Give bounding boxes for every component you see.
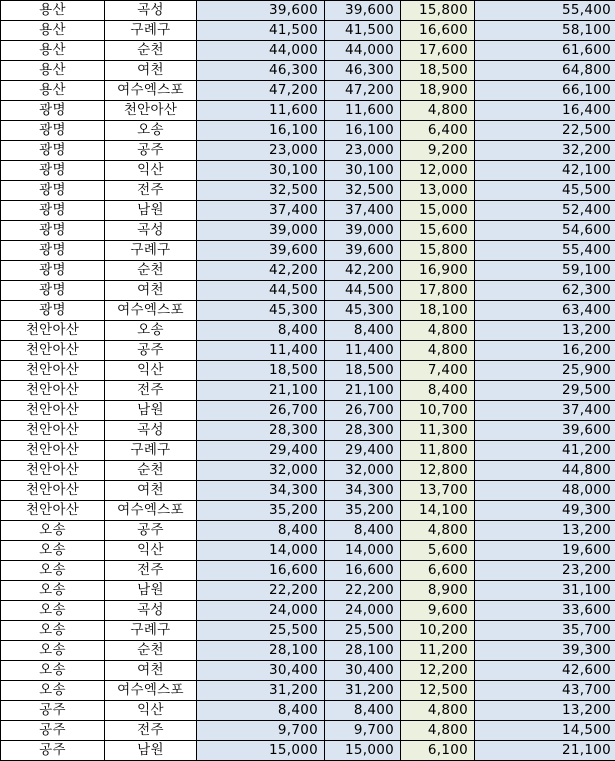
fare-cell-3[interactable]: 7,400 [401,361,475,381]
departure-cell[interactable]: 오송 [1,661,105,681]
fare-cell[interactable]: 16,100 [197,121,325,141]
departure-cell[interactable]: 광명 [1,201,105,221]
departure-cell[interactable]: 광명 [1,221,105,241]
fare-cell-2[interactable]: 45,300 [325,301,401,321]
arrival-cell[interactable]: 전주 [105,561,197,581]
arrival-cell[interactable]: 구례구 [105,621,197,641]
total-fare-cell[interactable]: 48,000 [475,481,615,501]
fare-cell[interactable]: 23,000 [197,141,325,161]
total-fare-cell[interactable]: 41,200 [475,441,615,461]
fare-cell-3[interactable]: 6,600 [401,561,475,581]
departure-cell[interactable]: 천안아산 [1,461,105,481]
fare-cell-2[interactable]: 32,500 [325,181,401,201]
fare-cell-3[interactable]: 6,100 [401,741,475,761]
departure-cell[interactable]: 광명 [1,141,105,161]
arrival-cell[interactable]: 곡성 [105,1,197,21]
arrival-cell[interactable]: 남원 [105,201,197,221]
total-fare-cell[interactable]: 43,700 [475,681,615,701]
fare-cell[interactable]: 18,500 [197,361,325,381]
fare-cell-2[interactable]: 26,700 [325,401,401,421]
total-fare-cell[interactable]: 55,400 [475,241,615,261]
departure-cell[interactable]: 천안아산 [1,441,105,461]
fare-cell[interactable]: 11,600 [197,101,325,121]
fare-cell[interactable]: 30,400 [197,661,325,681]
table-row [1,641,615,661]
fare-cell-2[interactable]: 9,700 [325,721,401,741]
fare-cell-3[interactable]: 14,100 [401,501,475,521]
departure-cell[interactable]: 오송 [1,521,105,541]
fare-cell-2[interactable]: 34,300 [325,481,401,501]
total-fare-cell[interactable]: 33,600 [475,601,615,621]
total-fare-cell[interactable]: 35,700 [475,621,615,641]
arrival-cell[interactable]: 남원 [105,741,197,761]
arrival-cell[interactable]: 익산 [105,161,197,181]
fare-cell[interactable]: 45,300 [197,301,325,321]
arrival-cell[interactable]: 구례구 [105,21,197,41]
fare-cell[interactable]: 39,000 [197,221,325,241]
arrival-cell[interactable]: 남원 [105,401,197,421]
arrival-cell[interactable]: 익산 [105,701,197,721]
fare-cell[interactable]: 35,200 [197,501,325,521]
departure-cell[interactable]: 오송 [1,641,105,661]
departure-cell[interactable]: 용산 [1,41,105,61]
fare-cell[interactable]: 14,000 [197,541,325,561]
departure-cell[interactable]: 광명 [1,261,105,281]
arrival-cell[interactable]: 여천 [105,281,197,301]
arrival-cell[interactable]: 여수엑스포 [105,301,197,321]
total-fare-cell[interactable]: 45,500 [475,181,615,201]
departure-cell[interactable]: 광명 [1,121,105,141]
fare-cell[interactable]: 8,400 [197,521,325,541]
arrival-cell[interactable]: 여수엑스포 [105,81,197,101]
table-row [1,701,615,721]
departure-cell[interactable]: 광명 [1,301,105,321]
table-row [1,21,615,41]
total-fare-cell[interactable]: 52,400 [475,201,615,221]
fare-cell-3[interactable]: 11,300 [401,421,475,441]
table-row [1,501,615,521]
fare-cell[interactable]: 32,000 [197,461,325,481]
fare-cell-3[interactable]: 11,200 [401,641,475,661]
table-row [1,221,615,241]
table-row [1,421,615,441]
arrival-cell[interactable]: 공주 [105,521,197,541]
fare-cell-3[interactable]: 17,800 [401,281,475,301]
fare-cell-3[interactable]: 4,800 [401,721,475,741]
fare-cell-3[interactable]: 4,800 [401,321,475,341]
fare-cell[interactable]: 15,000 [197,741,325,761]
fare-cell-3[interactable]: 17,600 [401,41,475,61]
fare-cell-3[interactable]: 4,800 [401,101,475,121]
arrival-cell[interactable]: 곡성 [105,421,197,441]
table-row [1,41,615,61]
fare-cell-2[interactable]: 11,600 [325,101,401,121]
arrival-cell[interactable]: 여수엑스포 [105,501,197,521]
departure-cell[interactable]: 공주 [1,741,105,761]
total-fare-cell[interactable]: 16,400 [475,101,615,121]
total-fare-cell[interactable]: 55,400 [475,1,615,21]
arrival-cell[interactable]: 여천 [105,481,197,501]
fare-cell-2[interactable]: 14,000 [325,541,401,561]
fare-cell-2[interactable]: 16,100 [325,121,401,141]
fare-cell[interactable]: 32,500 [197,181,325,201]
fare-cell[interactable]: 9,700 [197,721,325,741]
fare-cell-2[interactable]: 41,500 [325,21,401,41]
fare-cell-3[interactable]: 9,200 [401,141,475,161]
fare-cell-3[interactable]: 12,200 [401,661,475,681]
table-row [1,61,615,81]
arrival-cell[interactable]: 전주 [105,381,197,401]
fare-cell-3[interactable]: 12,800 [401,461,475,481]
departure-cell[interactable]: 오송 [1,581,105,601]
table-row [1,721,615,741]
fare-cell-2[interactable]: 30,400 [325,661,401,681]
table-row [1,101,615,121]
arrival-cell[interactable]: 익산 [105,541,197,561]
arrival-cell[interactable]: 공주 [105,141,197,161]
fare-cell-3[interactable]: 8,400 [401,381,475,401]
total-fare-cell[interactable]: 21,100 [475,741,615,761]
fare-cell-3[interactable]: 15,000 [401,201,475,221]
total-fare-cell[interactable]: 22,500 [475,121,615,141]
departure-cell[interactable]: 천안아산 [1,361,105,381]
departure-cell[interactable]: 용산 [1,1,105,21]
arrival-cell[interactable]: 익산 [105,361,197,381]
departure-cell[interactable]: 공주 [1,721,105,741]
fare-cell[interactable]: 39,600 [197,241,325,261]
fare-cell[interactable]: 25,500 [197,621,325,641]
fare-cell[interactable]: 28,100 [197,641,325,661]
fare-cell[interactable]: 37,400 [197,201,325,221]
fare-table-body [1,1,615,761]
departure-cell[interactable]: 천안아산 [1,501,105,521]
fare-cell[interactable]: 16,600 [197,561,325,581]
departure-cell[interactable]: 공주 [1,701,105,721]
table-row [1,261,615,281]
fare-cell-3[interactable]: 15,800 [401,1,475,21]
fare-cell-2[interactable]: 18,500 [325,361,401,381]
table-row [1,681,615,701]
fare-cell-2[interactable]: 28,100 [325,641,401,661]
fare-cell-2[interactable]: 15,000 [325,741,401,761]
departure-cell[interactable]: 천안아산 [1,481,105,501]
fare-cell-3[interactable]: 12,500 [401,681,475,701]
fare-cell-3[interactable]: 6,400 [401,121,475,141]
total-fare-cell[interactable]: 59,100 [475,261,615,281]
table-row [1,741,615,761]
departure-cell[interactable]: 천안아산 [1,401,105,421]
fare-cell-3[interactable]: 9,600 [401,601,475,621]
total-fare-cell[interactable]: 14,500 [475,721,615,741]
total-fare-cell[interactable]: 66,100 [475,81,615,101]
fare-cell[interactable]: 22,200 [197,581,325,601]
table-row [1,541,615,561]
fare-cell-3[interactable]: 15,800 [401,241,475,261]
table-row [1,321,615,341]
fare-cell-2[interactable]: 22,200 [325,581,401,601]
fare-cell-3[interactable]: 10,200 [401,621,475,641]
fare-cell[interactable]: 26,700 [197,401,325,421]
fare-cell-3[interactable]: 13,000 [401,181,475,201]
arrival-cell[interactable]: 여수엑스포 [105,681,197,701]
table-row [1,141,615,161]
departure-cell[interactable]: 광명 [1,101,105,121]
departure-cell[interactable]: 오송 [1,541,105,561]
fare-cell[interactable]: 39,600 [197,1,325,21]
arrival-cell[interactable]: 오송 [105,121,197,141]
departure-cell[interactable]: 용산 [1,81,105,101]
fare-cell-2[interactable]: 16,600 [325,561,401,581]
fare-cell-2[interactable]: 32,000 [325,461,401,481]
fare-cell[interactable]: 44,000 [197,41,325,61]
departure-cell[interactable]: 광명 [1,161,105,181]
fare-cell-2[interactable]: 31,200 [325,681,401,701]
total-fare-cell[interactable]: 31,100 [475,581,615,601]
departure-cell[interactable]: 천안아산 [1,381,105,401]
total-fare-cell[interactable]: 13,200 [475,521,615,541]
fare-cell-3[interactable]: 16,600 [401,21,475,41]
fare-cell-2[interactable]: 46,300 [325,61,401,81]
fare-cell-2[interactable]: 39,600 [325,1,401,21]
fare-cell-3[interactable]: 4,800 [401,521,475,541]
arrival-cell[interactable]: 순천 [105,461,197,481]
departure-cell[interactable]: 오송 [1,681,105,701]
table-row [1,301,615,321]
fare-cell-3[interactable]: 15,600 [401,221,475,241]
arrival-cell[interactable]: 천안아산 [105,101,197,121]
departure-cell[interactable]: 광명 [1,281,105,301]
total-fare-cell[interactable]: 19,600 [475,541,615,561]
arrival-cell[interactable]: 전주 [105,721,197,741]
departure-cell[interactable]: 천안아산 [1,341,105,361]
fare-cell-3[interactable]: 11,800 [401,441,475,461]
total-fare-cell[interactable]: 42,100 [475,161,615,181]
fare-cell-2[interactable]: 23,000 [325,141,401,161]
fare-cell-3[interactable]: 18,100 [401,301,475,321]
table-row [1,381,615,401]
departure-cell[interactable]: 오송 [1,561,105,581]
total-fare-cell[interactable]: 44,800 [475,461,615,481]
arrival-cell[interactable]: 구례구 [105,241,197,261]
fare-cell-2[interactable]: 44,500 [325,281,401,301]
fare-cell-2[interactable]: 11,400 [325,341,401,361]
fare-cell[interactable]: 11,400 [197,341,325,361]
fare-cell-2[interactable]: 25,500 [325,621,401,641]
total-fare-cell[interactable]: 13,200 [475,701,615,721]
total-fare-cell[interactable]: 23,200 [475,561,615,581]
fare-cell-3[interactable]: 18,500 [401,61,475,81]
fare-cell-2[interactable]: 42,200 [325,261,401,281]
arrival-cell[interactable]: 곡성 [105,221,197,241]
fare-cell-2[interactable]: 44,000 [325,41,401,61]
table-row [1,621,615,641]
table-row [1,361,615,381]
fare-cell[interactable]: 28,300 [197,421,325,441]
fare-cell-2[interactable]: 29,400 [325,441,401,461]
fare-cell-3[interactable]: 18,900 [401,81,475,101]
total-fare-cell[interactable]: 13,200 [475,321,615,341]
table-row [1,401,615,421]
fare-cell-3[interactable]: 13,700 [401,481,475,501]
table-row [1,241,615,261]
total-fare-cell[interactable]: 54,600 [475,221,615,241]
total-fare-cell[interactable]: 25,900 [475,361,615,381]
fare-cell[interactable]: 41,500 [197,21,325,41]
arrival-cell[interactable]: 여천 [105,61,197,81]
arrival-cell[interactable]: 남원 [105,581,197,601]
total-fare-cell[interactable]: 42,600 [475,661,615,681]
arrival-cell[interactable]: 순천 [105,41,197,61]
arrival-cell[interactable]: 공주 [105,341,197,361]
total-fare-cell[interactable]: 32,200 [475,141,615,161]
table-row [1,281,615,301]
fare-cell-3[interactable]: 8,900 [401,581,475,601]
total-fare-cell[interactable]: 64,800 [475,61,615,81]
total-fare-cell[interactable]: 49,300 [475,501,615,521]
departure-cell[interactable]: 광명 [1,181,105,201]
table-row [1,521,615,541]
total-fare-cell[interactable]: 63,400 [475,301,615,321]
departure-cell[interactable]: 오송 [1,621,105,641]
fare-cell[interactable]: 46,300 [197,61,325,81]
total-fare-cell[interactable]: 58,100 [475,21,615,41]
fare-cell-2[interactable]: 8,400 [325,321,401,341]
total-fare-cell[interactable]: 39,300 [475,641,615,661]
fare-cell-3[interactable]: 4,800 [401,341,475,361]
fare-cell[interactable]: 21,100 [197,381,325,401]
fare-cell-3[interactable]: 5,600 [401,541,475,561]
total-fare-cell[interactable]: 62,300 [475,281,615,301]
arrival-cell[interactable]: 순천 [105,641,197,661]
table-row [1,121,615,141]
fare-cell-2[interactable]: 39,600 [325,241,401,261]
fare-cell-2[interactable]: 21,100 [325,381,401,401]
table-row [1,161,615,181]
arrival-cell[interactable]: 여천 [105,661,197,681]
fare-cell-2[interactable]: 24,000 [325,601,401,621]
total-fare-cell[interactable]: 39,600 [475,421,615,441]
fare-cell-2[interactable]: 30,100 [325,161,401,181]
fare-cell-2[interactable]: 28,300 [325,421,401,441]
fare-cell-2[interactable]: 8,400 [325,521,401,541]
fare-cell-2[interactable]: 37,400 [325,201,401,221]
departure-cell[interactable]: 오송 [1,601,105,621]
fare-cell[interactable]: 47,200 [197,81,325,101]
arrival-cell[interactable]: 순천 [105,261,197,281]
table-row [1,661,615,681]
table-row [1,461,615,481]
total-fare-cell[interactable]: 61,600 [475,41,615,61]
fare-cell-2[interactable]: 8,400 [325,701,401,721]
fare-cell[interactable]: 8,400 [197,321,325,341]
departure-cell[interactable]: 천안아산 [1,421,105,441]
fare-cell[interactable]: 31,200 [197,681,325,701]
fare-cell[interactable]: 42,200 [197,261,325,281]
fare-cell[interactable]: 29,400 [197,441,325,461]
table-row [1,341,615,361]
arrival-cell[interactable]: 곡성 [105,601,197,621]
table-row [1,1,615,21]
arrival-cell[interactable]: 오송 [105,321,197,341]
fare-cell[interactable]: 24,000 [197,601,325,621]
table-row [1,561,615,581]
fare-cell-2[interactable]: 39,000 [325,221,401,241]
table-row [1,481,615,501]
fare-cell-3[interactable]: 4,800 [401,701,475,721]
fare-cell-3[interactable]: 16,900 [401,261,475,281]
departure-cell[interactable]: 천안아산 [1,321,105,341]
table-row [1,181,615,201]
arrival-cell[interactable]: 구례구 [105,441,197,461]
fare-cell-3[interactable]: 12,000 [401,161,475,181]
table-row [1,201,615,221]
fare-cell[interactable]: 30,100 [197,161,325,181]
table-row [1,581,615,601]
departure-cell[interactable]: 용산 [1,61,105,81]
fare-cell-2[interactable]: 47,200 [325,81,401,101]
fare-cell[interactable]: 34,300 [197,481,325,501]
total-fare-cell[interactable]: 16,200 [475,341,615,361]
departure-cell[interactable]: 광명 [1,241,105,261]
table-row [1,441,615,461]
fare-cell[interactable]: 44,500 [197,281,325,301]
table-row [1,81,615,101]
arrival-cell[interactable]: 전주 [105,181,197,201]
departure-cell[interactable]: 용산 [1,21,105,41]
fare-cell-3[interactable]: 10,700 [401,401,475,421]
table-row [1,601,615,621]
fare-cell[interactable]: 8,400 [197,701,325,721]
total-fare-cell[interactable]: 37,400 [475,401,615,421]
fare-cell-2[interactable]: 35,200 [325,501,401,521]
total-fare-cell[interactable]: 29,500 [475,381,615,401]
